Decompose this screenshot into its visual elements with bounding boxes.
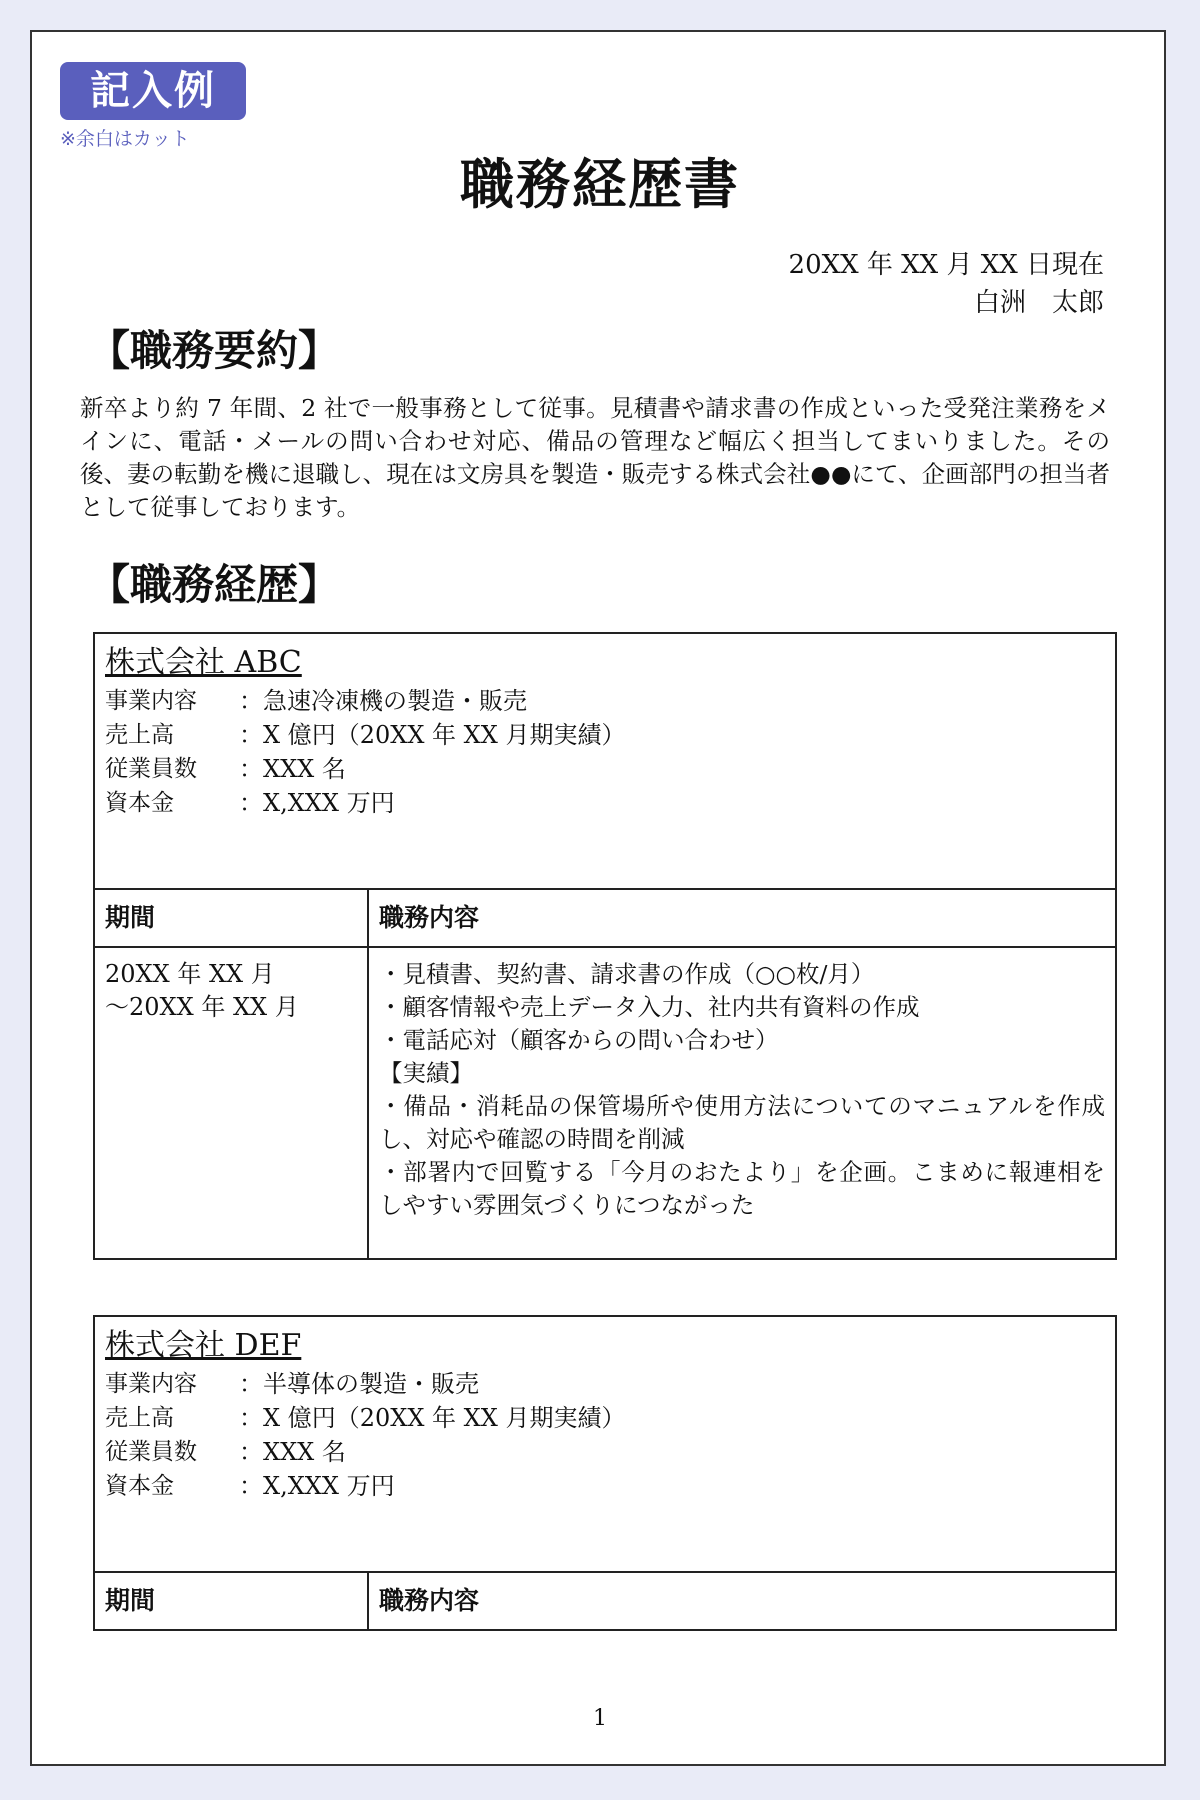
- company-info-cell: [94, 633, 1116, 889]
- period-column-header: 期間: [94, 1572, 368, 1630]
- info-value: ：半導体の製造・販売: [239, 1370, 479, 1398]
- info-value: ：XXX 名: [239, 1438, 346, 1466]
- applicant-name: 白洲 太郎: [973, 288, 1104, 318]
- info-value: ：X,XXX 万円: [239, 1472, 395, 1500]
- info-value: ：X 億円（20XX 年 XX 月期実績）: [239, 1404, 626, 1432]
- info-label: 資本金: [105, 790, 174, 816]
- document-date: 20XX 年 XX 月 XX 日現在: [788, 250, 1104, 280]
- company-name: 株式会社 ABC: [105, 645, 302, 680]
- page-number: 1: [593, 1706, 607, 1731]
- info-label: 事業内容: [105, 1371, 197, 1397]
- info-value: ：急速冷凍機の製造・販売: [239, 687, 527, 715]
- duties-column-header: 職務内容: [368, 889, 1116, 947]
- duty-item: ・見積書、契約書、請求書の作成（○○枚/月）: [379, 960, 875, 988]
- achievements-label: 【実績】: [379, 1059, 473, 1087]
- info-row: [105, 1367, 1105, 1401]
- period-cell: [94, 947, 368, 1259]
- info-label: 売上高: [105, 722, 174, 748]
- badge-note: ※余白はカット: [60, 128, 190, 150]
- period-column-header: 期間: [94, 889, 368, 947]
- duty-item: ・電話応対（顧客からの問い合わせ）: [379, 1026, 779, 1054]
- period-to: ～20XX 年 XX 月: [105, 993, 299, 1021]
- company-table: [93, 1315, 1117, 1631]
- info-label: 資本金: [105, 1473, 174, 1499]
- info-label: 従業員数: [105, 1439, 197, 1465]
- info-row: [105, 1435, 1105, 1469]
- document-title: 職務経歴書: [460, 153, 740, 216]
- company-table: [93, 632, 1117, 1260]
- info-row: [105, 1401, 1105, 1435]
- info-label: 従業員数: [105, 756, 197, 782]
- info-value: ：X 億円（20XX 年 XX 月期実績）: [239, 721, 626, 749]
- duties-column-header: 職務内容: [368, 1572, 1116, 1630]
- duty-item: ・部署内で回覧する「今月のおたより」を企画。こまめに報連相をしやすい雰囲気づくりにつながった: [379, 1158, 1105, 1219]
- info-row: [105, 786, 1105, 820]
- summary-text: 新卒より約 7 年間、2 社で一般事務として従事。見積書や請求書の作成といった受発注業務をメインに、電話・メールの問い合わせ対応、備品の管理など幅広く担当してまいりました。その後、妻の転勤を機に退職し、現在は文房具を製造・販売する株式会社●●にて、企画部門の担当者として従事しております。: [80, 394, 1110, 521]
- info-row: [105, 718, 1105, 752]
- history-heading: 【職務経歴】: [88, 560, 341, 609]
- example-badge: 記入例: [60, 62, 246, 120]
- company-info-cell: [94, 1316, 1116, 1572]
- info-value: ：XXX 名: [239, 755, 346, 783]
- info-row: [105, 752, 1105, 786]
- duties-cell: [368, 947, 1116, 1259]
- summary-heading: 【職務要約】: [88, 326, 341, 375]
- info-row: [105, 1469, 1105, 1503]
- period-from: 20XX 年 XX 月: [105, 960, 275, 988]
- company-name: 株式会社 DEF: [105, 1328, 302, 1363]
- info-label: 事業内容: [105, 688, 197, 714]
- info-label: 売上高: [105, 1405, 174, 1431]
- duty-item: ・顧客情報や売上データ入力、社内共有資料の作成: [379, 993, 920, 1021]
- info-row: [105, 684, 1105, 718]
- info-value: ：X,XXX 万円: [239, 789, 395, 817]
- duty-item: ・備品・消耗品の保管場所や使用方法についてのマニュアルを作成し、対応や確認の時間を削減: [379, 1092, 1105, 1153]
